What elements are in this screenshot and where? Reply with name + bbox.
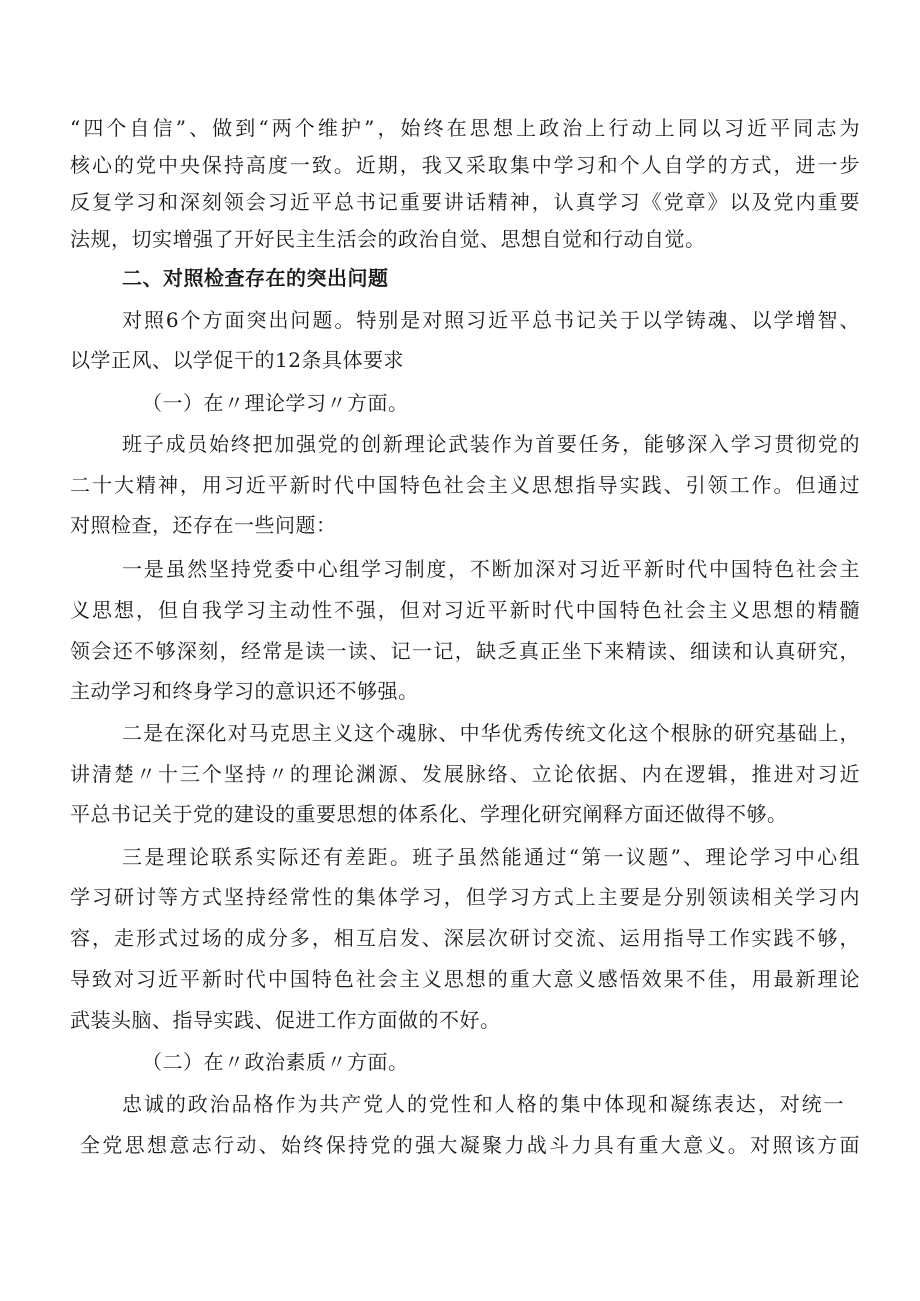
text-line: 二是在深化对马克思主义这个魂脉、中华优秀传统文化这个根脉的研究基础上， <box>122 721 860 745</box>
subsection-heading: （一）在〃理论学习〃方面。 <box>142 391 409 415</box>
text-line: 忠诚的政治品格作为共产党人的党性和人格的集中体现和凝练表达，对统一 <box>122 1092 844 1116</box>
text-line: 讲清楚〃十三个坚持〃的理论渊源、发展脉络、立论依据、内在逻辑，推进对习近 <box>70 762 860 786</box>
text-line: 班子成员始终把加强党的创新理论武装作为首要任务，能够深入学习贯彻党的 <box>122 432 860 456</box>
text-line: “四个自信”、做到“两个维护”，始终在思想上政治上行动上同以习近平同志为 <box>70 116 860 140</box>
text-line: 三是理论联系实际还有差距。班子虽然能通过“第一议题”、理论学习中心组 <box>122 845 860 869</box>
text-line: 导致对习近平新时代中国特色社会主义思想的重大意义感悟效果不佳，用最新理论 <box>70 967 860 991</box>
text-line: 领会还不够深刻，经常是读一读、记一记，缺乏真正坐下来精读、细读和认真研究， <box>70 639 860 663</box>
text-line: 武装头脑、指导实践、促进工作方面做的不好。 <box>70 1008 501 1032</box>
section-heading: 二、对照检查存在的突出问题 <box>122 266 389 290</box>
text-line: 以学正风、以学促干的12条具体要求 <box>70 348 404 372</box>
text-line: 主动学习和终身学习的意识还不够强。 <box>70 679 419 703</box>
text-line: 对照检查，还存在一些问题： <box>70 513 337 537</box>
subsection-heading: （二）在〃政治素质〃方面。 <box>142 1050 409 1074</box>
text-line: 法规，切实增强了开好民主生活会的政治自觉、思想自觉和行动自觉。 <box>70 227 706 251</box>
text-line: 全党思想意志行动、始终保持党的强大凝聚力战斗力具有重大意义。对照该方面 <box>80 1133 860 1157</box>
text-line: 平总书记关于党的建设的重要思想的体系化、学理化研究阐释方面还做得不够。 <box>70 802 788 826</box>
text-line: 二十大精神，用习近平新时代中国特色社会主义思想指导实践、引领工作。但通过 <box>70 473 860 497</box>
text-line: 学习研讨等方式坚持经常性的集体学习，但学习方式上主要是分别领读相关学习内 <box>70 885 860 909</box>
text-line: 反复学习和深刻领会习近平总书记重要讲话精神，认真学习《党章》以及党内重要 <box>70 190 860 214</box>
text-line: 一是虽然坚持党委中心组学习制度，不断加深对习近平新时代中国特色社会主 <box>122 557 860 581</box>
text-line: 容，走形式过场的成分多，相互启发、深层次研讨交流、运用指导工作实践不够， <box>70 926 860 950</box>
text-line: 核心的党中央保持高度一致。近期，我又采取集中学习和个人自学的方式，进一步 <box>70 153 860 177</box>
text-line: 对照6个方面突出问题。特别是对照习近平总书记关于以学铸魂、以学增智、 <box>122 308 860 332</box>
text-line: 义思想，但自我学习主动性不强，但对习近平新时代中国特色社会主义思想的精髓 <box>70 598 860 622</box>
